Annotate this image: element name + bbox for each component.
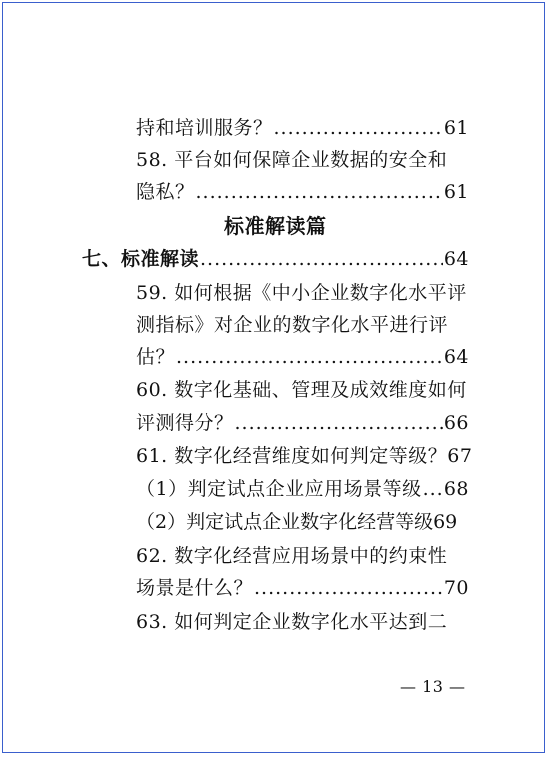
toc-entry-text: （1）判定试点企业应用场景等级 bbox=[136, 478, 422, 500]
toc-entry-62-line1[interactable]: 62. 数字化经营应用场景中的约束性 bbox=[136, 545, 448, 567]
toc-page-number: 64 bbox=[443, 248, 469, 270]
toc-page-number: 70 bbox=[443, 577, 469, 599]
toc-entry-59-line1[interactable]: 59. 如何根据《中小企业数字化水平评 bbox=[136, 282, 467, 304]
toc-entry-text: 隐私？ bbox=[136, 181, 195, 203]
toc-entry-63-line1[interactable]: 63. 如何判定企业数字化水平达到二 bbox=[136, 611, 448, 633]
page-number: — 13 — bbox=[400, 677, 466, 696]
toc-page-number: 61 bbox=[443, 181, 469, 203]
toc-entry-58-line1[interactable]: 58. 平台如何保障企业数据的安全和 bbox=[136, 149, 448, 171]
leader-dots bbox=[235, 408, 443, 438]
leader-dots bbox=[254, 573, 443, 603]
toc-entry-text: 持和培训服务？ bbox=[136, 117, 273, 139]
toc-entry-61-2[interactable]: （2）判定试点企业数字化经营等级69 bbox=[136, 511, 458, 533]
toc-entry-60[interactable] bbox=[136, 408, 469, 438]
leader-dots bbox=[200, 244, 443, 274]
leader-dots bbox=[196, 177, 443, 207]
toc-entry-61-1[interactable] bbox=[136, 474, 469, 504]
leader-dots bbox=[176, 342, 443, 372]
toc-entry-text: 估？ bbox=[136, 346, 176, 368]
toc-entry-text: 场景是什么？ bbox=[136, 577, 254, 599]
toc-section-7[interactable] bbox=[82, 244, 469, 274]
leader-dots bbox=[423, 474, 443, 504]
toc-entry-58[interactable] bbox=[136, 177, 469, 207]
toc-entry-62[interactable] bbox=[136, 573, 469, 603]
toc-entry-60-line1[interactable]: 60. 数字化基础、管理及成效维度如何 bbox=[136, 379, 467, 401]
toc-entry-text: 评测得分？ bbox=[136, 412, 234, 434]
toc-entry-61[interactable]: 61. 数字化经营维度如何判定等级？67 bbox=[136, 445, 473, 467]
toc-entry-continuation[interactable] bbox=[136, 113, 469, 143]
toc-entry-59-line2[interactable]: 测指标》对企业的数字化水平进行评 bbox=[136, 314, 449, 336]
toc-page-number: 64 bbox=[443, 346, 469, 368]
leader-dots bbox=[274, 113, 443, 143]
toc-entry-59[interactable] bbox=[136, 342, 469, 372]
part-heading: 标准解读篇 bbox=[224, 214, 327, 238]
toc-page-number: 68 bbox=[443, 478, 469, 500]
toc-page-number: 66 bbox=[443, 412, 469, 434]
toc-page-number: 61 bbox=[443, 117, 469, 139]
toc-section-text: 七、标准解读 bbox=[82, 248, 200, 270]
